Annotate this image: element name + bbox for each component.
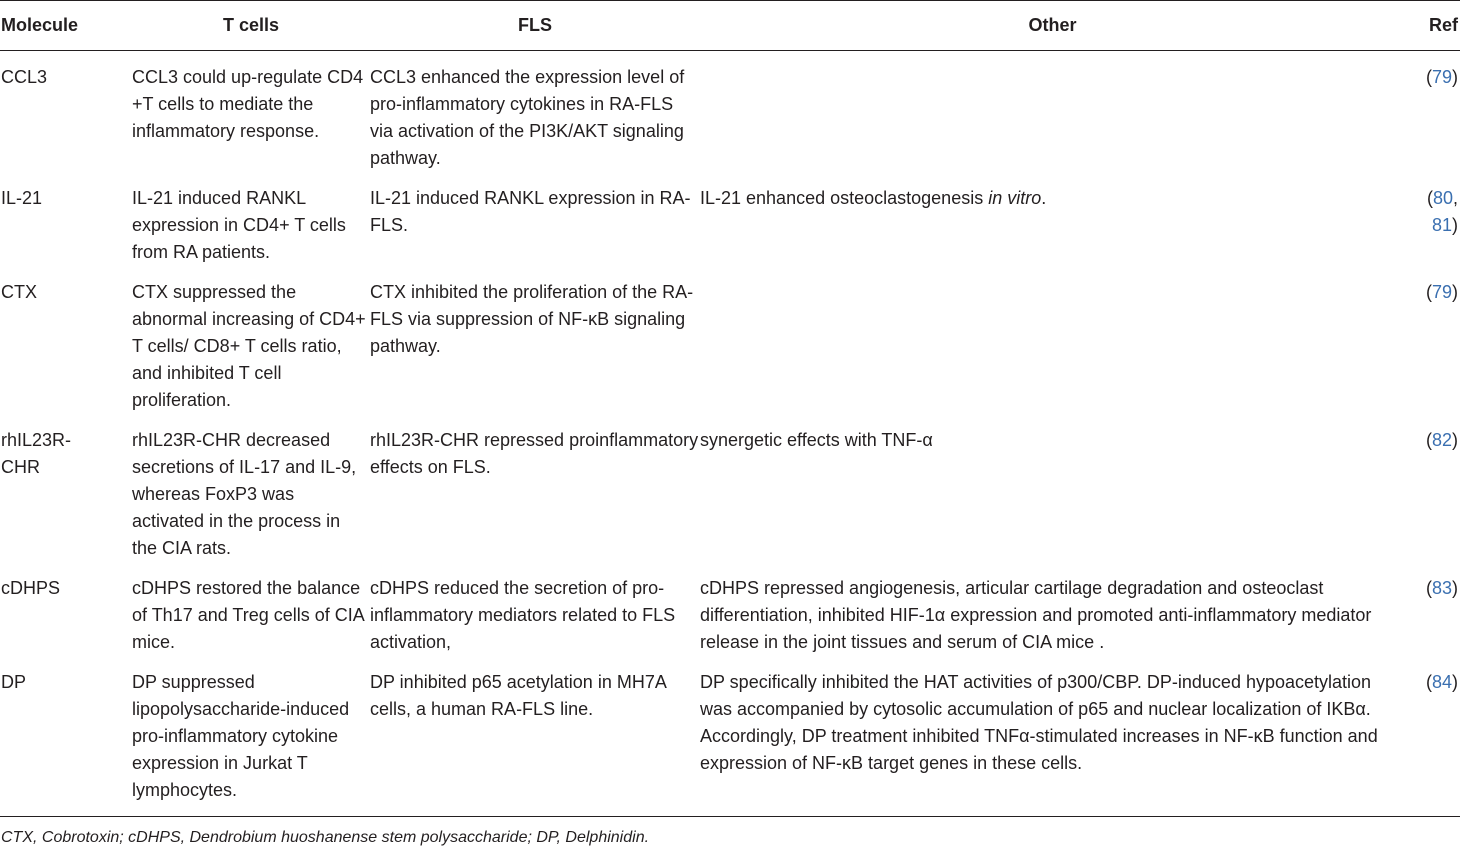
cell-molecule: cDHPS <box>1 578 61 598</box>
table-row <box>0 266 1460 414</box>
header-ref: Ref <box>1405 1 1460 51</box>
ref-open-paren: ( <box>1425 282 1432 302</box>
cell-other: cDHPS repressed angiogenesis, articular cartilage degradation and osteoclast differentiation, inhibited HIF-1α expression and promoted anti-inflammatory mediator release in the joint tissues and serum of CIA mice . <box>700 578 1372 652</box>
ref-close-paren: ) <box>1452 578 1458 598</box>
ref-close-paren: ) <box>1452 282 1458 302</box>
ref-open-paren: ( <box>1425 67 1432 87</box>
ref-close-paren: ) <box>1452 430 1458 450</box>
header-t-cells: T cells <box>132 1 370 51</box>
cell-other <box>700 51 1405 173</box>
cell-fls: IL-21 induced RANKL expression in RA-FLS. <box>370 188 691 235</box>
cell-molecule: IL-21 <box>1 188 43 208</box>
cell-fls: rhIL23R-CHR repressed proinflammatory effects on FLS. <box>370 430 699 477</box>
other-text-post: . <box>1041 188 1047 208</box>
header-fls: FLS <box>370 1 700 51</box>
ref-link[interactable]: 79 <box>1431 282 1452 302</box>
cell-other <box>700 172 1405 266</box>
cell-fls: CTX inhibited the proliferation of the RA-FLS via suppression of NF-κB signaling pathway. <box>370 282 694 356</box>
table-footnote: CTX, Cobrotoxin; cDHPS, Dendrobium huoshanense stem polysaccharide; DP, Delphinidin. <box>1 829 650 846</box>
ref-close-paren: ) <box>1452 672 1458 692</box>
ref-link[interactable]: 84 <box>1431 672 1452 692</box>
header-other: Other <box>700 1 1405 51</box>
ref-link[interactable]: 80 <box>1432 188 1453 208</box>
ref-open-paren: ( <box>1425 578 1432 598</box>
ref-link[interactable]: 82 <box>1431 430 1452 450</box>
cell-fls: cDHPS reduced the secretion of pro-inflammatory mediators related to FLS activation, <box>370 578 676 652</box>
table-header-row <box>0 1 1460 51</box>
ref-close-paren: ) <box>1452 215 1458 235</box>
other-text-pre: IL-21 enhanced osteoclastogenesis <box>700 188 989 208</box>
cell-t-cells: CCL3 could up-regulate CD4 +T cells to mediate the inflammatory response. <box>132 67 364 141</box>
cell-molecule: DP <box>0 656 132 817</box>
table-row <box>0 51 1460 173</box>
cell-t-cells: CTX suppressed the abnormal increasing of CD4+ T cells/ CD8+ T cells ratio, and inhibited T cell proliferation. <box>132 282 366 410</box>
cell-t-cells: DP suppressed lipopolysaccharide-induced pro-inflammatory cytokine expression in Jurkat T lymphocytes. <box>132 656 370 817</box>
cell-molecule: CCL3 <box>1 67 48 87</box>
cell-ref <box>1405 562 1460 656</box>
ref-separator: , <box>1452 188 1458 208</box>
table-row <box>0 656 1460 817</box>
ref-open-paren: ( <box>1426 188 1433 208</box>
cell-molecule <box>0 414 132 562</box>
cell-t-cells: IL-21 induced RANKL expression in CD4+ T cells from RA patients. <box>132 188 346 262</box>
cell-ref <box>1405 414 1460 562</box>
header-molecule: Molecule <box>0 1 132 51</box>
cell-other: DP specifically inhibited the HAT activities of p300/CBP. DP-induced hypoacetylation was accompanied by cytosolic accumulation of p65 and nuclear localization of IKBα. Accordingly, DP treatment inhibited TNFα-stimulated increases in NF-κB function and expression of NF-κB target genes in these cells. <box>700 656 1405 817</box>
cell-t-cells: rhIL23R-CHR decreased secretions of IL-17 and IL-9, whereas FoxP3 was activated in the process in the CIA rats. <box>132 430 357 558</box>
ref-open-paren: ( <box>1425 672 1432 692</box>
molecule-name: rhIL23R-CHR <box>1 430 72 477</box>
cell-ref <box>1405 51 1460 173</box>
cell-molecule: CTX <box>1 282 37 302</box>
table-row <box>0 562 1460 656</box>
cell-ref <box>1405 656 1460 817</box>
cell-fls: DP inhibited p65 acetylation in MH7A cells, a human RA-FLS line. <box>370 656 700 817</box>
cell-ref <box>1405 172 1460 266</box>
cell-t-cells: cDHPS restored the balance of Th17 and Treg cells of CIA mice. <box>132 578 364 652</box>
table-row <box>0 172 1460 266</box>
other-text-italic: in vitro <box>988 188 1042 208</box>
ref-open-paren: ( <box>1425 430 1432 450</box>
ref-link[interactable]: 81 <box>1431 215 1452 235</box>
cell-other <box>700 266 1405 414</box>
ref-link[interactable]: 79 <box>1431 67 1452 87</box>
ref-link[interactable]: 83 <box>1431 578 1452 598</box>
cell-fls: CCL3 enhanced the expression level of pro-inflammatory cytokines in RA-FLS via activation of the PI3K/AKT signaling pathway. <box>370 67 685 168</box>
table-row <box>0 414 1460 562</box>
ref-close-paren: ) <box>1452 67 1458 87</box>
cell-other: synergetic effects with TNF-α <box>700 430 933 450</box>
cell-ref <box>1405 266 1460 414</box>
